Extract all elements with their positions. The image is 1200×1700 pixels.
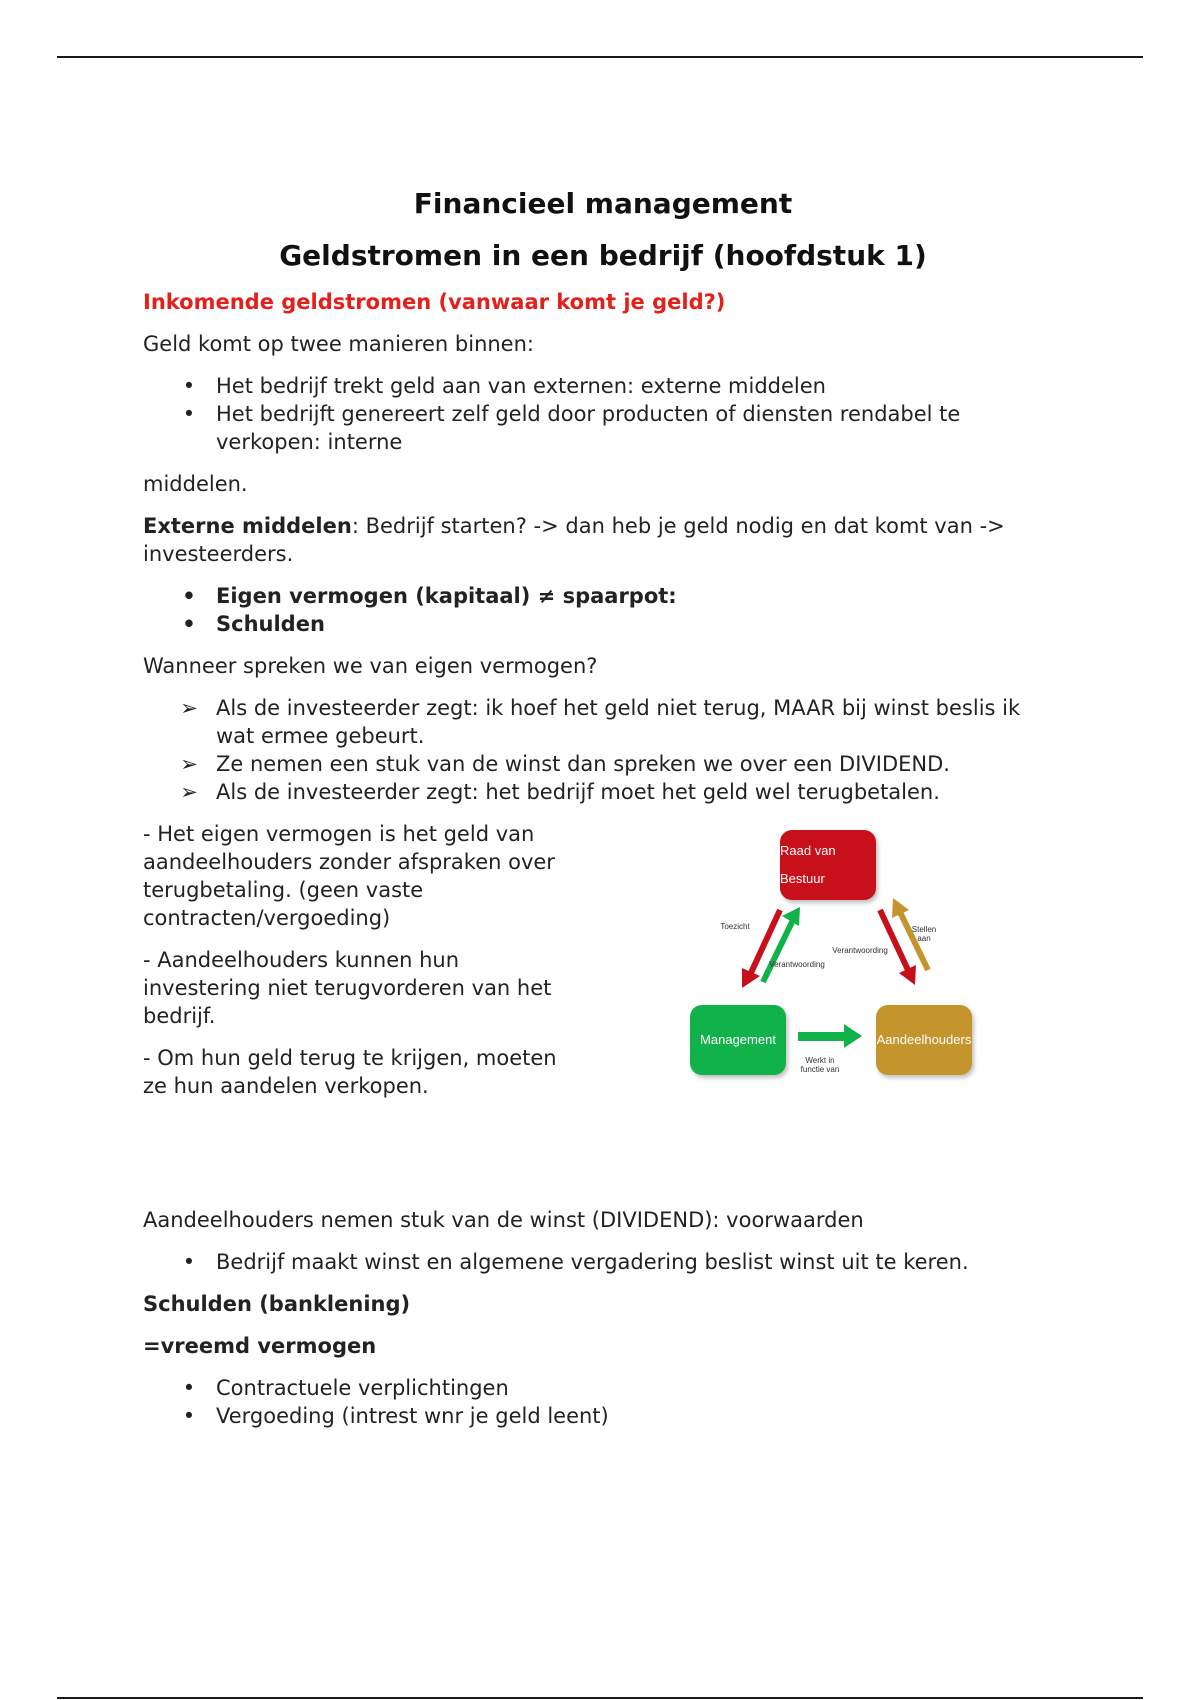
bullet-icon: • [182,374,196,398]
eigen-vermogen-text [143,820,583,1114]
list-item [143,1248,1063,1276]
list-item-text: Contractuele verplichtingen [216,1376,509,1400]
question-text: Wanneer spreken we van eigen vermogen? [143,654,598,678]
bullet-icon: • [182,584,196,608]
list-item-text: Het bedrijft genereert zelf geld door producten of diensten rendabel te verkopen: interne [216,402,961,454]
list-item-text: Als de investeerder zegt: het bedrijf moet het geld wel terugbetalen. [216,780,940,804]
top-rule [57,56,1143,58]
list-item [143,778,1063,806]
eigen-vermogen-section [143,820,1063,1150]
aandeelhouders-box: Aandeelhouders [876,1005,972,1075]
section-heading-inkomende: Inkomende geldstromen (vanwaar komt je geld?) [143,290,726,314]
dividend-list [143,1248,1063,1276]
page-title: Financieel management [413,187,793,220]
arrow-bullet-icon: ➢ [180,752,198,776]
intro-text: Geld komt op twee manieren binnen: [143,332,534,356]
list-item [143,372,1063,400]
schulden-list [143,1374,1063,1430]
schulden-heading: Schulden (banklening) [143,1292,411,1316]
governance-diagram [680,820,1030,1120]
externe-list [143,582,1063,638]
arrow-bullet-icon: ➢ [180,780,198,804]
list-item [143,750,1063,778]
intro-tail: middelen. [143,472,248,496]
bullet-icon: • [182,1404,196,1428]
list-item-text: Schulden [216,612,325,636]
list-item-text: Als de investeerder zegt: ik hoef het geld niet terug, MAAR bij winst beslis ik wat ermee gebeurt. [216,696,1021,748]
label-verantwoording-left: Verantwoording [769,960,825,969]
externe-paragraph [143,512,1063,568]
arrow-bullet-icon: ➢ [180,696,198,720]
list-item [143,694,1063,750]
externe-text: : Bedrijf starten? -> dan heb je geld nodig en dat komt van -> investeerders. [143,514,1005,566]
list-item-text: Het bedrijf trekt geld aan van externen: externe middelen [216,374,826,398]
list-item [143,1374,1063,1402]
paragraph: - Het eigen vermogen is het geld van aandeelhouders zonder afspraken over terugbetaling. (geen vaste contracten/vergoeding) [143,822,555,930]
label-verantwoording-right: Verantwoording [832,946,888,955]
paragraph: - Aandeelhouders kunnen hun investering niet terugvorderen van het bedrijf. [143,948,552,1028]
label-toezicht: Toezicht [720,922,750,931]
list-item-text: Vergoeding (intrest wnr je geld leent) [216,1404,609,1428]
intro-list [143,372,1063,456]
arrow-werkt-in-functie [798,1024,862,1048]
vreemd-vermogen-heading: =vreemd vermogen [143,1334,377,1358]
list-item [143,1402,1063,1430]
bullet-icon: • [182,402,196,426]
arrow-verantwoording-left [763,907,800,982]
arrow-list [143,694,1063,806]
list-item-text: Eigen vermogen (kapitaal) ≠ spaarpot: [216,584,677,608]
list-item-text: Bedrijf maakt winst en algemene vergadering beslist winst uit te keren. [216,1250,969,1274]
list-item [143,582,1063,610]
bullet-icon: • [182,1376,196,1400]
document-body [143,180,1063,1444]
list-item [143,400,1063,456]
bullet-icon: • [182,612,196,636]
management-box: Management [690,1005,786,1075]
page-subtitle: Geldstromen in een bedrijf (hoofdstuk 1) [279,239,927,272]
paragraph: - Om hun geld terug te krijgen, moeten ze hun aandelen verkopen. [143,1046,557,1098]
dividend-text: Aandeelhouders nemen stuk van de winst (DIVIDEND): voorwaarden [143,1208,864,1232]
label-stellen-aan: Stellen aan [911,925,937,943]
spacer [143,1150,1063,1206]
label-werkt-in-functie: Werkt in functie van [800,1056,840,1074]
list-item [143,610,1063,638]
externe-label: Externe middelen [143,514,352,538]
bullet-icon: • [182,1250,196,1274]
raad-van-bestuur-box: Raad van Bestuur [780,830,876,900]
bottom-rule [57,1697,1143,1699]
list-item-text: Ze nemen een stuk van de winst dan spreken we over een DIVIDEND. [216,752,950,776]
